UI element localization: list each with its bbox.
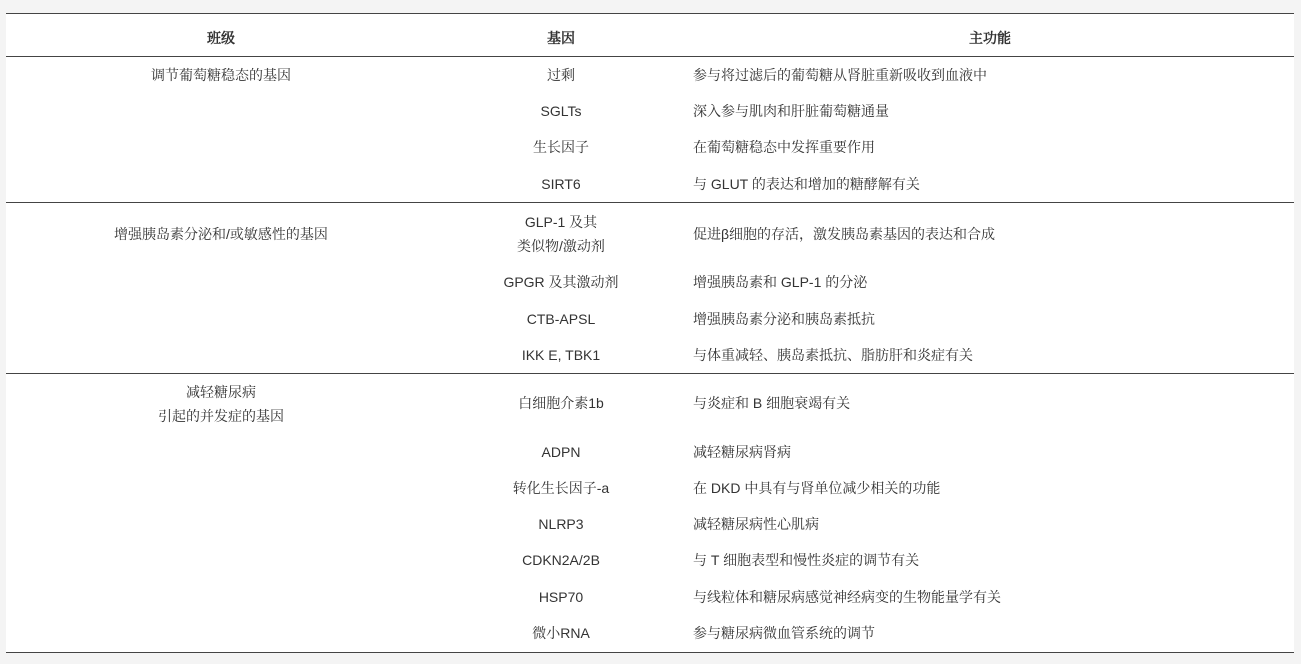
- group-name: 调节葡萄糖稳态的基因: [151, 67, 291, 83]
- gene-cell: 过剩: [547, 67, 575, 83]
- gene-line: 类似物/激动剂: [517, 238, 605, 254]
- gene-cell: GPGR 及其激动剂: [503, 274, 619, 290]
- gene-cell: ADPN: [541, 444, 581, 460]
- function-cell: 促进β细胞的存活，激发胰岛素基因的表达和合成: [693, 226, 996, 242]
- function-cell: 与体重减轻、胰岛素抵抗、脂肪肝和炎症有关: [693, 347, 973, 363]
- function-cell: 增强胰岛素分泌和胰岛素抵抗: [693, 311, 875, 327]
- gene-cell: SIRT6: [541, 176, 581, 192]
- header-class: 班级: [207, 30, 235, 46]
- function-cell: 减轻糖尿病肾病: [693, 444, 791, 460]
- gene-cell: NLRP3: [538, 516, 584, 532]
- gene-cell: 生长因子: [533, 139, 589, 155]
- function-cell: 在葡萄糖稳态中发挥重要作用: [693, 139, 875, 155]
- function-cell: 在 DKD 中具有与肾单位减少相关的功能: [693, 480, 941, 496]
- function-cell: 参与将过滤后的葡萄糖从肾脏重新吸收到血液中: [693, 67, 987, 83]
- function-cell: 参与糖尿病微血管系统的调节: [693, 625, 875, 641]
- gene-cell: CTB-APSL: [526, 311, 596, 327]
- gene-cell: CDKN2A/2B: [522, 552, 600, 568]
- function-cell: 与 GLUT 的表达和增加的糖酵解有关: [693, 176, 920, 192]
- table-header: [6, 13, 1294, 57]
- gene-table: [6, 13, 1294, 653]
- group-name-line: 引起的并发症的基因: [158, 408, 284, 424]
- group-name-line: 减轻糖尿病: [186, 384, 256, 400]
- table-group: [6, 374, 1294, 653]
- table-group: [6, 203, 1294, 374]
- function-cell: 增强胰岛素和 GLP-1 的分泌: [693, 274, 868, 290]
- gene-cell: SGLTs: [540, 103, 582, 119]
- function-cell: 减轻糖尿病性心肌病: [693, 516, 819, 532]
- gene-cell: 微小RNA: [532, 625, 590, 641]
- function-cell: 与 T 细胞表型和慢性炎症的调节有关: [693, 552, 920, 568]
- function-cell: 深入参与肌肉和肝脏葡萄糖通量: [693, 103, 889, 119]
- gene-cell: 白细胞介素1b: [518, 395, 604, 411]
- gene-line: GLP-1 及其: [524, 214, 598, 230]
- header-gene: 基因: [547, 30, 575, 46]
- group-name: [6, 380, 436, 428]
- gene-cell: IKK E, TBK1: [521, 347, 601, 363]
- function-cell: 与炎症和 B 细胞衰竭有关: [693, 395, 851, 411]
- function-cell: 与线粒体和糖尿病感觉神经病变的生物能量学有关: [693, 589, 1001, 605]
- gene-cell: HSP70: [538, 589, 584, 605]
- gene-cell: 转化生长因子-a: [512, 480, 610, 496]
- gene-cell: [436, 210, 686, 258]
- table-group: [6, 57, 1294, 203]
- group-name: 增强胰岛素分泌和/或敏感性的基因: [114, 226, 328, 242]
- header-function: 主功能: [969, 30, 1011, 46]
